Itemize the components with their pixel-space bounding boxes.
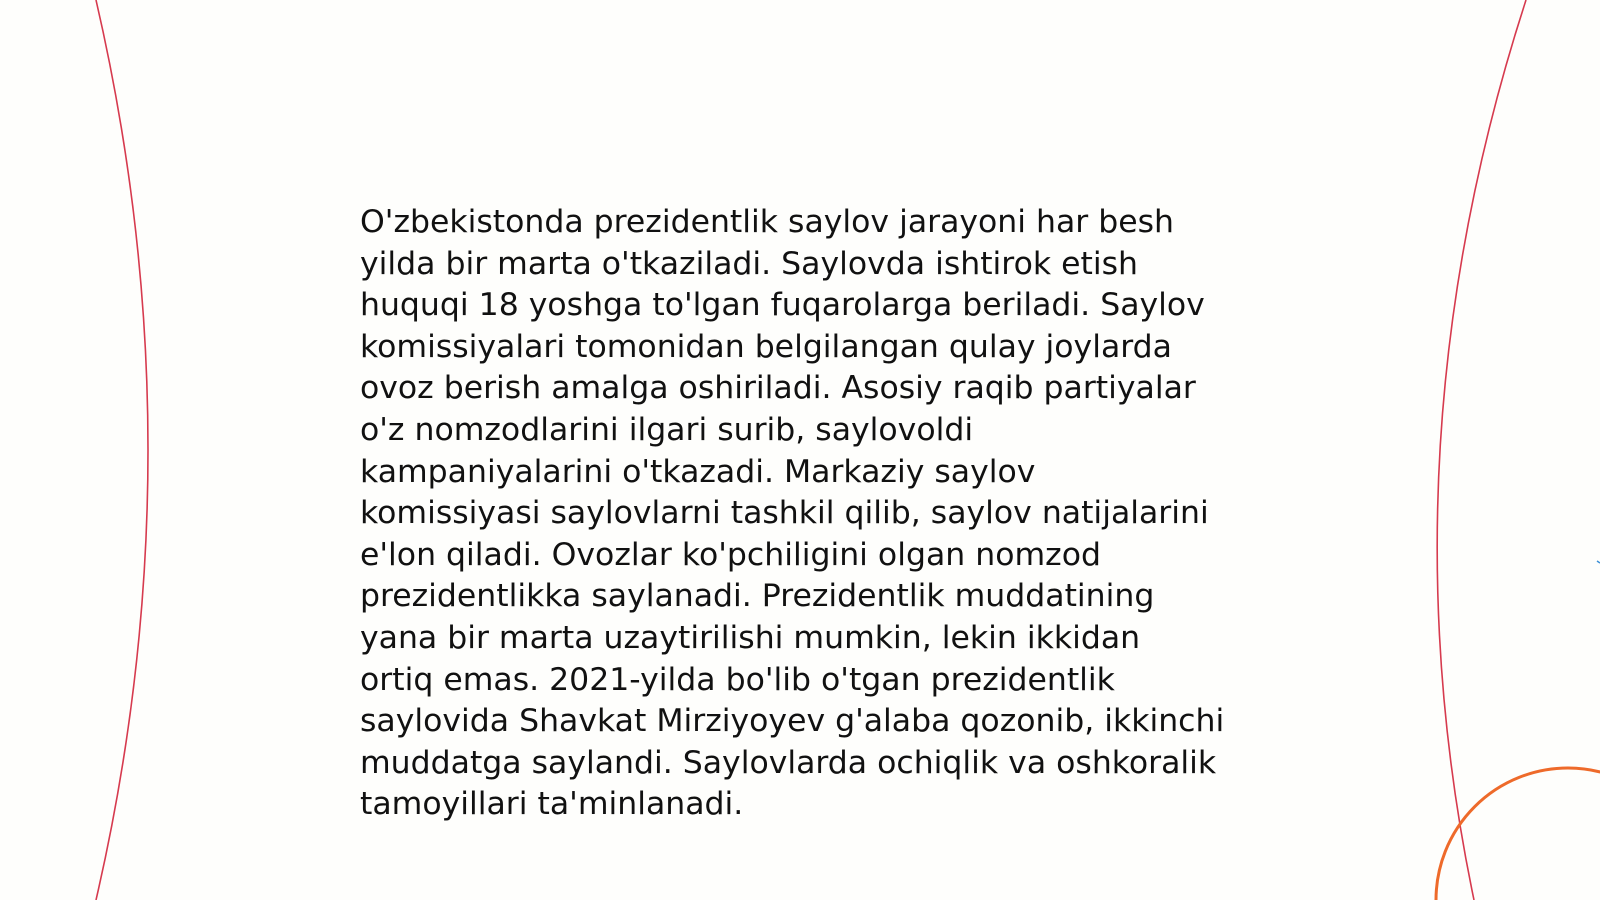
- body-paragraph: O'zbekistonda prezidentlik saylov jarayoni har besh yilda bir marta o'tkaziladi. Saylovda ishtirok etish huquqi 18 yoshga to'lgan fuqarolarga beriladi. Saylov komissiyalari tomonidan belgilangan qulay joylarda ovoz berish amalga oshiriladi. Asosiy raqib partiyalar o'z nomzodlarini ilgari surib, saylovoldi kampaniyalarini o'tkazadi. Markaziy saylov komissiyasi saylovlarni tashkil qilib, saylov natijalarini e'lon qiladi. Ovozlar ko'pchiligini olgan nomzod prezidentlikka saylanadi. Prezidentlik muddatining yana bir marta uzaytirilishi mumkin, lekin ikkidan ortiq emas. 2021-yilda bo'lib o'tgan prezidentlik saylovida Shavkat Mirziyoyev g'alaba qozonib, ikkinchi muddatga saylandi. Saylovlarda ochiqlik va oshkoralik tamoyillari ta'minlanadi.: [360, 204, 1225, 823]
- orange-circle-outline: [1436, 768, 1600, 900]
- right-arc-line: [1437, 0, 1526, 900]
- left-arc-line: [96, 0, 148, 900]
